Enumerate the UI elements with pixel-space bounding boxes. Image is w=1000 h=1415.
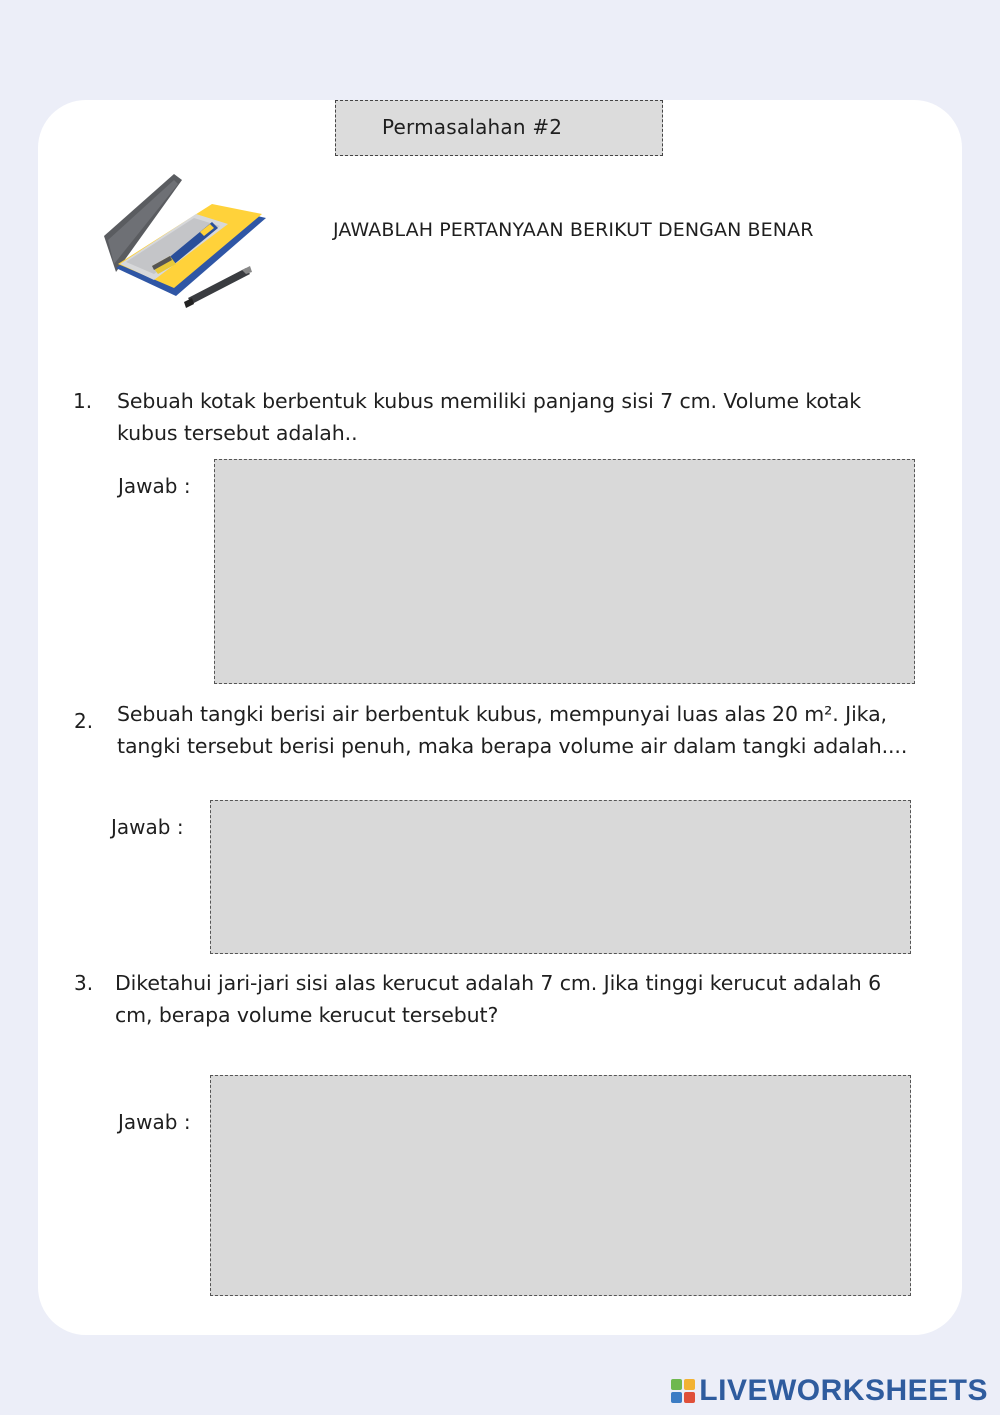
question-2-number: 2. [74, 709, 94, 733]
instruction-heading: JAWABLAH PERTANYAAN BERIKUT DENGAN BENAR [333, 219, 814, 241]
page-title: Permasalahan #2 [382, 115, 563, 139]
question-3-line-1: Diketahui jari-jari sisi alas kerucut adalah 7 cm. Jika tinggi kerucut adalah 6 [115, 971, 882, 995]
title-box [335, 100, 663, 156]
question-2-line-2: tangki tersebut berisi penuh, maka berapa volume air dalam tangki adalah.... [117, 734, 908, 758]
question-3-text [115, 967, 881, 1031]
liveworksheets-brand[interactable] [671, 1374, 988, 1408]
question-2-answer-label: Jawab : [111, 815, 184, 839]
question-3-answer-box[interactable] [210, 1075, 911, 1296]
pencil-case-icon [96, 168, 272, 316]
question-1-answer-box[interactable] [214, 459, 915, 684]
question-1-line-2: kubus tersebut adalah.. [117, 421, 358, 445]
question-3-line-2: cm, berapa volume kerucut tersebut? [115, 1003, 499, 1027]
question-1-line-1: Sebuah kotak berbentuk kubus memiliki panjang sisi 7 cm. Volume kotak [117, 389, 862, 413]
brand-name: LIVEWORKSHEETS [699, 1374, 988, 1407]
question-3-answer-label: Jawab : [118, 1110, 191, 1134]
question-3-number: 3. [74, 971, 94, 995]
question-2-text [117, 698, 907, 762]
question-2-answer-box[interactable] [210, 800, 911, 954]
question-1-text [117, 385, 861, 449]
question-1-answer-label: Jawab : [118, 474, 191, 498]
question-2-line-1: Sebuah tangki berisi air berbentuk kubus, mempunyai luas alas 20 m². Jika, [117, 702, 887, 726]
question-1-number: 1. [73, 389, 93, 413]
liveworksheets-logo-icon [671, 1379, 695, 1403]
